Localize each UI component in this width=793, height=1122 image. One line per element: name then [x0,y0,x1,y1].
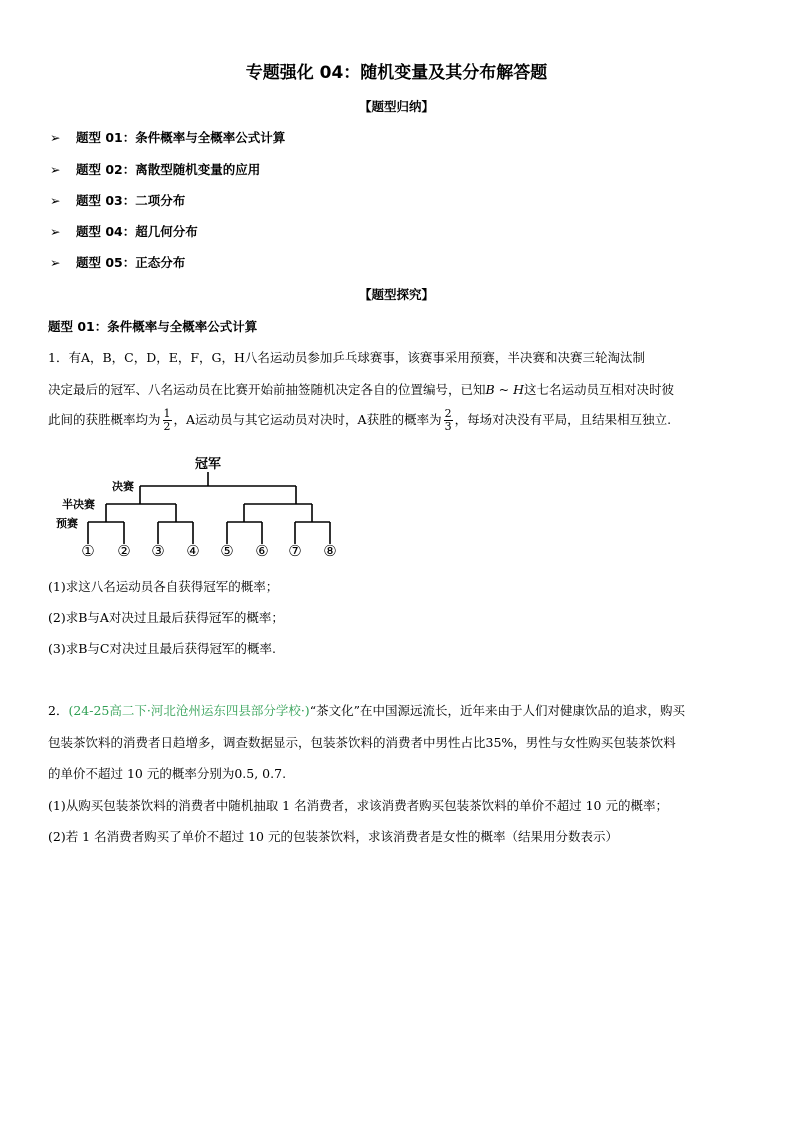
toc-label: 题型 02：离散型随机变量的应用 [76,162,261,177]
bracket-position: ⑥ [255,542,269,560]
fraction-denominator: 3 [444,420,452,433]
arrow-bullet-icon: ➢ [50,224,61,239]
arrow-bullet-icon: ➢ [50,255,61,270]
fraction-denominator: 2 [163,420,171,433]
fraction-two-thirds [444,408,453,433]
bracket-position: ⑦ [288,542,302,560]
q2-line1 [48,701,685,719]
q1-line3 [48,408,671,433]
fraction-one-half [163,408,172,433]
bracket-final-label: 决赛 [112,480,134,493]
toc-label: 题型 05：正态分布 [76,255,186,270]
q1-line3-text-c: ，每场对决没有平局，且结果相互独立. [454,412,672,427]
fraction-numerator: 2 [444,407,452,420]
bracket-semi-label: 半决赛 [62,498,95,511]
q1-line3-text-a: 此间的获胜概率均为 [48,412,161,427]
toc-label: 题型 01：条件概率与全概率公式计算 [76,130,286,145]
q2-line1-text: “茶文化”在中国源远流长，近年来由于人们对健康饮品的追求，购买 [309,703,685,718]
q1-math-range: B ~ H [485,382,525,397]
arrow-bullet-icon: ➢ [50,193,61,208]
q2-sub1: (1)从购买包装茶饮料的消费者中随机抽取 1 名消费者，求该消费者购买包装茶饮料的单价不超过 10 元的概率； [48,798,668,813]
q2-number: 2． [48,703,69,718]
section-title: 题型 01：条件概率与全概率公式计算 [48,319,258,334]
toc-item [50,128,285,146]
q2-line3-text-b: . [282,766,287,781]
arrow-bullet-icon: ➢ [50,162,61,177]
q2-source-link[interactable]: (24-25高二下·河北沧州运东四县部分学校·) [68,703,310,718]
bracket-position: ② [117,542,131,560]
q1-line1: 1．有A，B，C，D，E，F，G，H八名运动员参加乒乓球赛事，该赛事采用预赛，半决赛和决赛三轮淘汰制 [48,350,645,365]
q2-sub2: (2)若 1 名消费者购买了单价不超过 10 元的包装茶饮料，求该消费者是女性的概率（结果用分数表示） [48,829,618,844]
page-title: 专题强化 04：随机变量及其分布解答题 [245,63,548,83]
q1-line3-text-b: ，A运动员与其它运动员对决时，A获胜的概率为 [173,412,442,427]
explore-heading: 【题型探究】 [358,287,434,302]
q1-sub1: (1)求这八名运动员各自获得冠军的概率； [48,579,279,594]
bracket-position: ④ [186,542,200,560]
bracket-champion-label: 冠军 [194,457,222,472]
toc-item [50,253,185,271]
q2-line3-text-a: 的单价不超过 10 元的概率分别为 [48,766,235,781]
q1-sub2: (2)求B与A对决过且最后获得冠军的概率； [48,610,284,625]
bracket-position: ① [81,542,95,560]
toc-item [50,160,260,178]
tournament-bracket-diagram [52,452,352,570]
toc-label: 题型 04：超几何分布 [76,224,198,239]
bracket-prelim-label: 预赛 [56,517,78,530]
bracket-position: ⑧ [323,542,337,560]
summary-heading: 【题型归纳】 [358,99,434,114]
q2-line2: 包装茶饮料的消费者日趋增多，调查数据显示，包装茶饮料的消费者中男性占比35%，男性与女性购买包装茶饮料 [48,735,676,750]
q1-sub3: (3)求B与C对决过且最后获得冠军的概率. [48,641,276,656]
bracket-position: ③ [151,542,165,560]
q1-line2-text-b: 这七名运动员互相对决时彼 [524,382,675,397]
q2-line3 [48,764,286,782]
q1-line2-text-a: 决定最后的冠军、八名运动员在比赛开始前抽签随机决定各自的位置编号，已知 [48,382,486,397]
arrow-bullet-icon: ➢ [50,130,61,145]
q2-math-probs: 0.5, 0.7 [234,766,283,781]
bracket-position: ⑤ [220,542,234,560]
fraction-numerator: 1 [163,407,171,420]
q1-line2 [48,380,674,398]
toc-item [50,191,185,209]
toc-label: 题型 03：二项分布 [76,193,186,208]
toc-item [50,222,198,240]
